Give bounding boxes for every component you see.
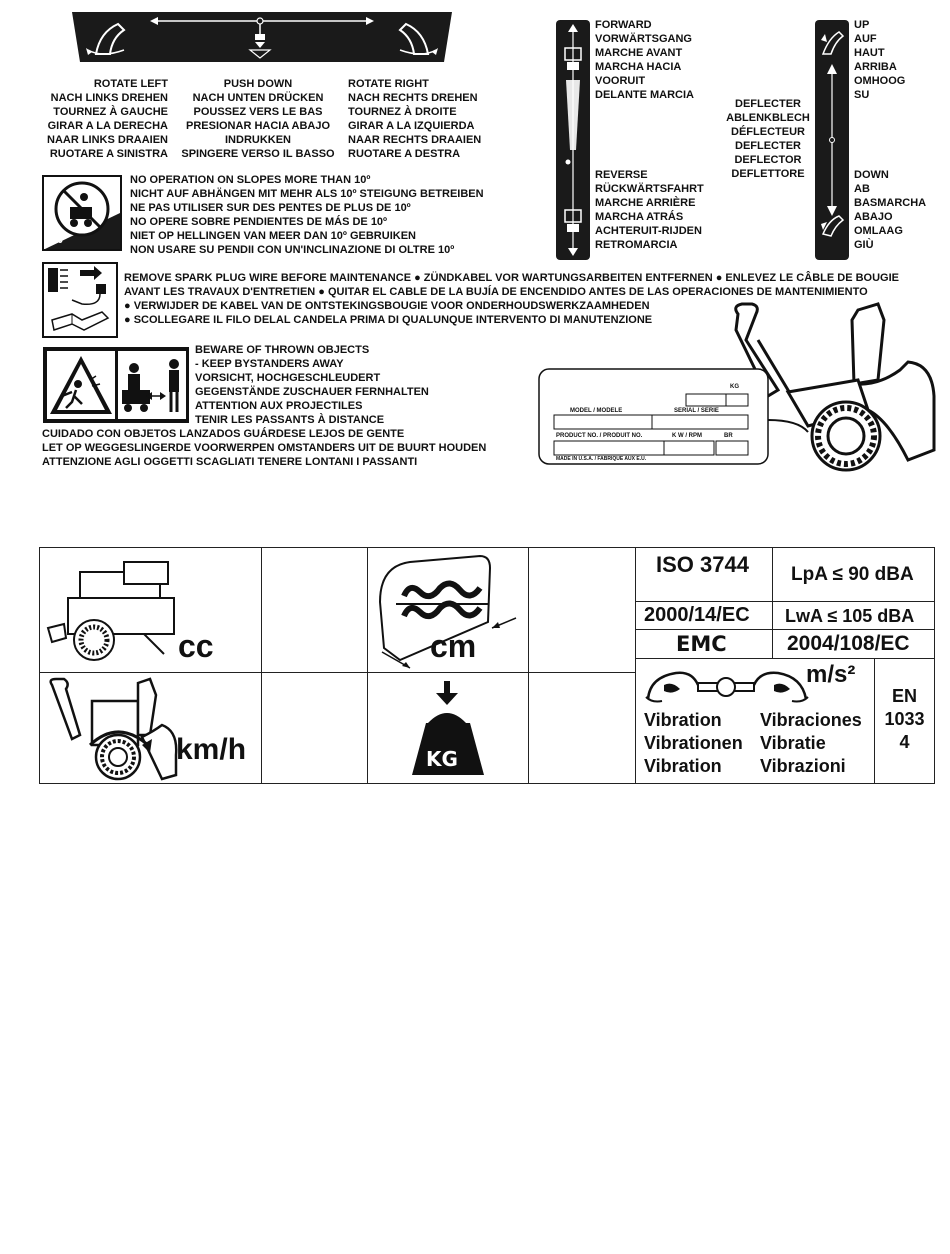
lpa-cell — [772, 547, 935, 602]
down-text: OMLAAG — [854, 225, 903, 237]
rotate-right-labels — [348, 77, 498, 161]
up-text: SU — [854, 89, 870, 101]
down-text: DOWN — [854, 169, 889, 181]
slope-warning-line: NO OPERE SOBRE PENDIENTES DE MÁS DE 10º — [130, 216, 388, 228]
handlebar-icon — [642, 663, 812, 709]
thrown-objects-line: - KEEP BYSTANDERS AWAY — [195, 358, 344, 370]
lpa-label: LpA ≤ 90 dBA — [791, 564, 914, 585]
thrown-objects-line: ATTENTION AUX PROJECTILES — [195, 400, 363, 412]
deflector-down-labels — [854, 168, 926, 252]
kmh-value-cell — [261, 672, 368, 784]
push-down-text: PUSH DOWN — [223, 78, 293, 90]
vibration-text: Vibration — [644, 710, 722, 730]
rotate-left-text: NACH LINKS DREHEN — [50, 92, 168, 104]
rotate-right-text: RUOTARE A DESTRA — [348, 148, 461, 160]
kg-value-cell — [528, 672, 636, 784]
id-plate-kg: KG — [730, 384, 739, 390]
thrown-objects-line: CUIDADO CON OBJETOS LANZADOS GUÁRDESE LEJOS DE GENTE — [42, 428, 405, 440]
forward-labels — [595, 18, 694, 102]
up-text: UP — [854, 19, 870, 31]
forward-text: VORWÄRTSGANG — [595, 33, 692, 45]
push-down-text: PRESIONAR HACIA ABAJO — [185, 120, 331, 132]
rotate-left-text: TOURNEZ À GAUCHE — [53, 106, 168, 118]
rotate-right-text: NACH RECHTS DREHEN — [348, 92, 478, 104]
lwa-label: LwA ≤ 105 dBA — [785, 606, 915, 626]
lwa-cell — [772, 601, 935, 630]
spark-plug-line: ● SCOLLEGARE IL FILO DELAL CANDELA PRIMA DI QUALUNQUE INTERVENTO DI MANUTENZIONE — [124, 314, 653, 326]
en-text: EN — [891, 686, 917, 706]
spark-plug-line: REMOVE SPARK PLUG WIRE BEFORE MAINTENANCE ● ZÜNDKABEL VOR WARTUNGSARBEITEN ENTFERNEN ● ENLEVEZ LE CÂBLE DE BOUGIE — [124, 272, 899, 284]
thrown-objects-text-right — [195, 343, 429, 427]
slope-badge: >10º — [46, 235, 67, 246]
vibration-cell — [635, 658, 875, 784]
cc-value-cell — [261, 547, 368, 673]
push-down-text: NACH UNTEN DRÜCKEN — [192, 92, 324, 104]
up-text: OMHOOG — [854, 75, 906, 87]
reverse-text: REVERSE — [595, 169, 648, 181]
push-down-text: INDRUKKEN — [225, 134, 291, 146]
down-text: AB — [854, 183, 870, 195]
spark-plug-line: ● VERWIJDER DE KABEL VAN DE ONTSTEKINGSBOUGIE VOOR ONDERHOUDSWERKZAAMHEDEN — [124, 300, 650, 312]
deflector-text: DEFLETTORE — [731, 168, 805, 180]
rotate-right-text: NAAR RECHTS DRAAIEN — [348, 134, 482, 146]
en-labels — [875, 685, 934, 754]
up-text: ARRIBA — [854, 61, 897, 73]
auger-cell — [367, 547, 529, 673]
en-text: 1033 — [884, 709, 925, 729]
thrown-objects-line: ATTENZIONE AGLI OGGETTI SCAGLIATI TENERE LONTANI I PASSANTI — [42, 456, 418, 468]
deflector-text: DEFLECTER — [735, 140, 801, 152]
rotate-left-text: NAAR LINKS DRAAIEN — [47, 134, 168, 146]
weight-cell — [367, 672, 529, 784]
directive-cell — [635, 601, 773, 630]
deflector-text: ABLENKBLECH — [726, 112, 810, 124]
directive-label: 2000/14/EC — [644, 604, 750, 626]
en-standard-cell — [874, 658, 935, 784]
deflector-lever-decal — [815, 20, 849, 260]
thrown-objects-line: GEGENSTÄNDE ZUSCHAUER FERNHALTEN — [195, 386, 429, 398]
rotate-right-text: ROTATE RIGHT — [348, 78, 429, 90]
cm-value-cell — [528, 547, 636, 673]
reverse-text: MARCHA ATRÁS — [595, 211, 684, 223]
vibration-right-labels — [760, 709, 862, 778]
slope-warning-icon — [42, 175, 122, 251]
kmh-label: km/h — [176, 733, 247, 766]
drive-lever-decal — [556, 20, 590, 260]
forward-text: MARCHE AVANT — [595, 47, 683, 59]
deflector-text: DEFLECTER — [735, 98, 801, 110]
iso-label: ISO 3744 — [656, 552, 749, 577]
deflector-up-labels — [854, 18, 905, 102]
slope-warning-line: NO OPERATION ON SLOPES MORE THAN 10º — [130, 174, 371, 186]
engine-cell — [39, 547, 262, 673]
deflector-text: DÉFLECTEUR — [731, 126, 805, 138]
spark-plug-line: AVANT LES TRAVAUX D'ENTRETIEN ● QUITAR EL CABLE DE LA BUJÍA DE ENCENDIDO ANTES DE LAS OPERACIONES DE MANTENIMIENTO — [124, 286, 868, 298]
reverse-text: ACHTERUIT-RIJDEN — [595, 225, 702, 237]
id-plate-product: PRODUCT NO. / PRODUIT NO. — [556, 433, 643, 439]
spark-plug-icon — [42, 262, 118, 338]
reverse-text: RETROMARCIA — [595, 239, 678, 251]
thrown-objects-line: TENIR LES PASSANTS À DISTANCE — [195, 414, 385, 426]
rotate-right-text: TOURNEZ À DROITE — [348, 106, 457, 118]
down-text: ABAJO — [854, 211, 893, 223]
reverse-text: MARCHE ARRIÈRE — [595, 197, 696, 209]
thrown-objects-line: VORSICHT, HOCHGESCHLEUDERT — [195, 372, 381, 384]
rotate-right-text: GIRAR A LA IZQUIERDA — [348, 120, 475, 132]
deflector-text: DEFLECTOR — [734, 154, 802, 166]
thrown-objects-icon — [42, 346, 190, 424]
rotate-left-text: RUOTARE A SINISTRA — [49, 148, 168, 160]
en-text: 4 — [899, 732, 910, 752]
vibration-text: Vibrazioni — [760, 756, 846, 776]
up-text: HAUT — [854, 47, 885, 59]
id-plate-made-in: MADE IN U.S.A. / FABRIQUE AUX E.U. — [556, 456, 647, 462]
down-text: BASMARCHA — [854, 197, 927, 209]
forward-text: MARCHA HACIA — [595, 61, 682, 73]
drive-lever-graphic — [556, 20, 590, 260]
thrown-objects-line: BEWARE OF THROWN OBJECTS — [195, 344, 370, 356]
slope-warning-text — [130, 173, 484, 257]
ms2-label: m/s² — [806, 661, 856, 688]
id-plate-serial: SERIAL / SERIE — [674, 408, 719, 414]
push-down-text: POUSSEZ VERS LE BAS — [193, 106, 323, 118]
thrown-objects-line: LET OP WEGGESLINGERDE VOORWERPEN OMSTANDERS UIT DE BUURT HOUDEN — [42, 442, 487, 454]
id-plate-kw: K W / RPM — [672, 433, 702, 439]
forward-text: VOORUIT — [595, 75, 646, 87]
slope-warning-line: NON USARE SU PENDII CON UN'INCLINAZIONE DI OLTRE 10º — [130, 244, 455, 256]
thrown-objects-text-full — [42, 427, 486, 469]
spec-table — [39, 547, 935, 784]
vibration-text: Vibraciones — [760, 710, 862, 730]
forward-text: FORWARD — [595, 19, 652, 31]
chute-control-decal — [72, 12, 452, 62]
slope-warning-line: NICHT AUF ABHÄNGEN MIT MEHR ALS 10º STEIGUNG BETREIBEN — [130, 188, 484, 200]
up-text: AUF — [854, 33, 877, 45]
forward-text: DELANTE MARCIA — [595, 89, 694, 101]
id-plate-br: BR — [724, 433, 733, 439]
emc-directive-cell — [772, 629, 935, 659]
speed-cell — [39, 672, 262, 784]
reverse-labels — [595, 168, 704, 252]
emc-directive-label: 2004/108/EC — [787, 632, 910, 655]
slope-warning-line: NIET OP HELLINGEN VAN MEER DAN 10º GEBRUIKEN — [130, 230, 416, 242]
slope-warning-line: NE PAS UTILISER SUR DES PENTES DE PLUS DE 10º — [130, 202, 411, 214]
vibration-text: Vibration — [644, 756, 722, 776]
push-down-labels — [172, 77, 344, 161]
vibration-text: Vibrationen — [644, 733, 743, 753]
rotate-left-text: GIRAR A LA DERECHA — [47, 120, 168, 132]
iso-cell — [635, 547, 773, 602]
reverse-text: RÜCKWÄRTSFAHRT — [595, 183, 704, 195]
emc-label: EMC — [676, 632, 727, 656]
deflector-labels — [722, 97, 814, 181]
id-plate-model: MODEL / MODELE — [570, 408, 623, 414]
deflector-lever-graphic — [815, 20, 849, 260]
rotate-left-text: ROTATE LEFT — [93, 78, 168, 90]
kg-label: KG — [426, 747, 458, 771]
vibration-text: Vibratie — [760, 733, 826, 753]
vibration-left-labels — [644, 709, 743, 778]
chute-control-graphic — [72, 12, 452, 62]
push-down-text: SPINGERE VERSO IL BASSO — [181, 148, 335, 160]
rotate-left-labels — [30, 77, 168, 161]
cm-label: cm — [430, 628, 477, 664]
cc-label: cc — [178, 628, 214, 664]
down-text: GIÙ — [854, 239, 874, 251]
id-plate — [538, 368, 769, 465]
emc-cell — [635, 629, 773, 659]
